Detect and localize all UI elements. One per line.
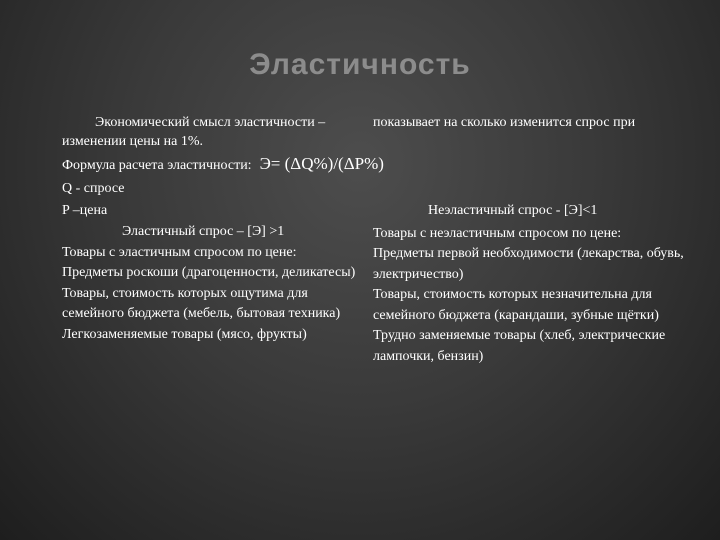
elastic-line: Предметы роскоши (драгоценности, деликатесы) bbox=[62, 265, 356, 280]
q-definition: Q - спросе bbox=[62, 181, 125, 196]
formula-label: Формула расчета эластичности: bbox=[62, 158, 252, 173]
inelastic-line: Товары, стоимость которых незначительна для семейного бюджета (карандаши, зубные щётки) bbox=[373, 287, 659, 323]
inelastic-column bbox=[373, 201, 685, 367]
elastic-line: Легкозаменяемые товары (мясо, фрукты) bbox=[62, 326, 307, 342]
elastic-column bbox=[62, 222, 362, 345]
elastic-line: Товары с эластичным спросом по цене: bbox=[62, 244, 297, 260]
elastic-line: Товары, стоимость которых ощутима для семейного бюджета (мебель, бытовая техника) bbox=[62, 285, 341, 321]
inelastic-heading: Неэластичный спрос - [Э]<1 bbox=[428, 203, 598, 218]
p-definition: P –цена bbox=[62, 203, 108, 218]
elastic-heading: Эластичный спрос – [Э] >1 bbox=[122, 224, 285, 239]
inelastic-line: Предметы первой необходимости (лекарства, обувь, электричество) bbox=[373, 246, 684, 282]
slide-title: Эластичность bbox=[249, 48, 471, 81]
formula-row bbox=[62, 155, 384, 175]
meaning-continuation: изменении цены на 1%. bbox=[62, 134, 204, 149]
meaning-label: Экономический смысл эластичности – bbox=[95, 115, 326, 130]
formula: Э= (ΔQ%)/(ΔP%) bbox=[259, 154, 384, 173]
inelastic-line: Товары с неэластичным спросом по цене: bbox=[373, 225, 622, 241]
meaning-text: показывает на сколько изменится спрос при bbox=[373, 115, 636, 130]
inelastic-line: Трудно заменяемые товары (хлеб, электрические лампочки, бензин) bbox=[373, 328, 666, 364]
